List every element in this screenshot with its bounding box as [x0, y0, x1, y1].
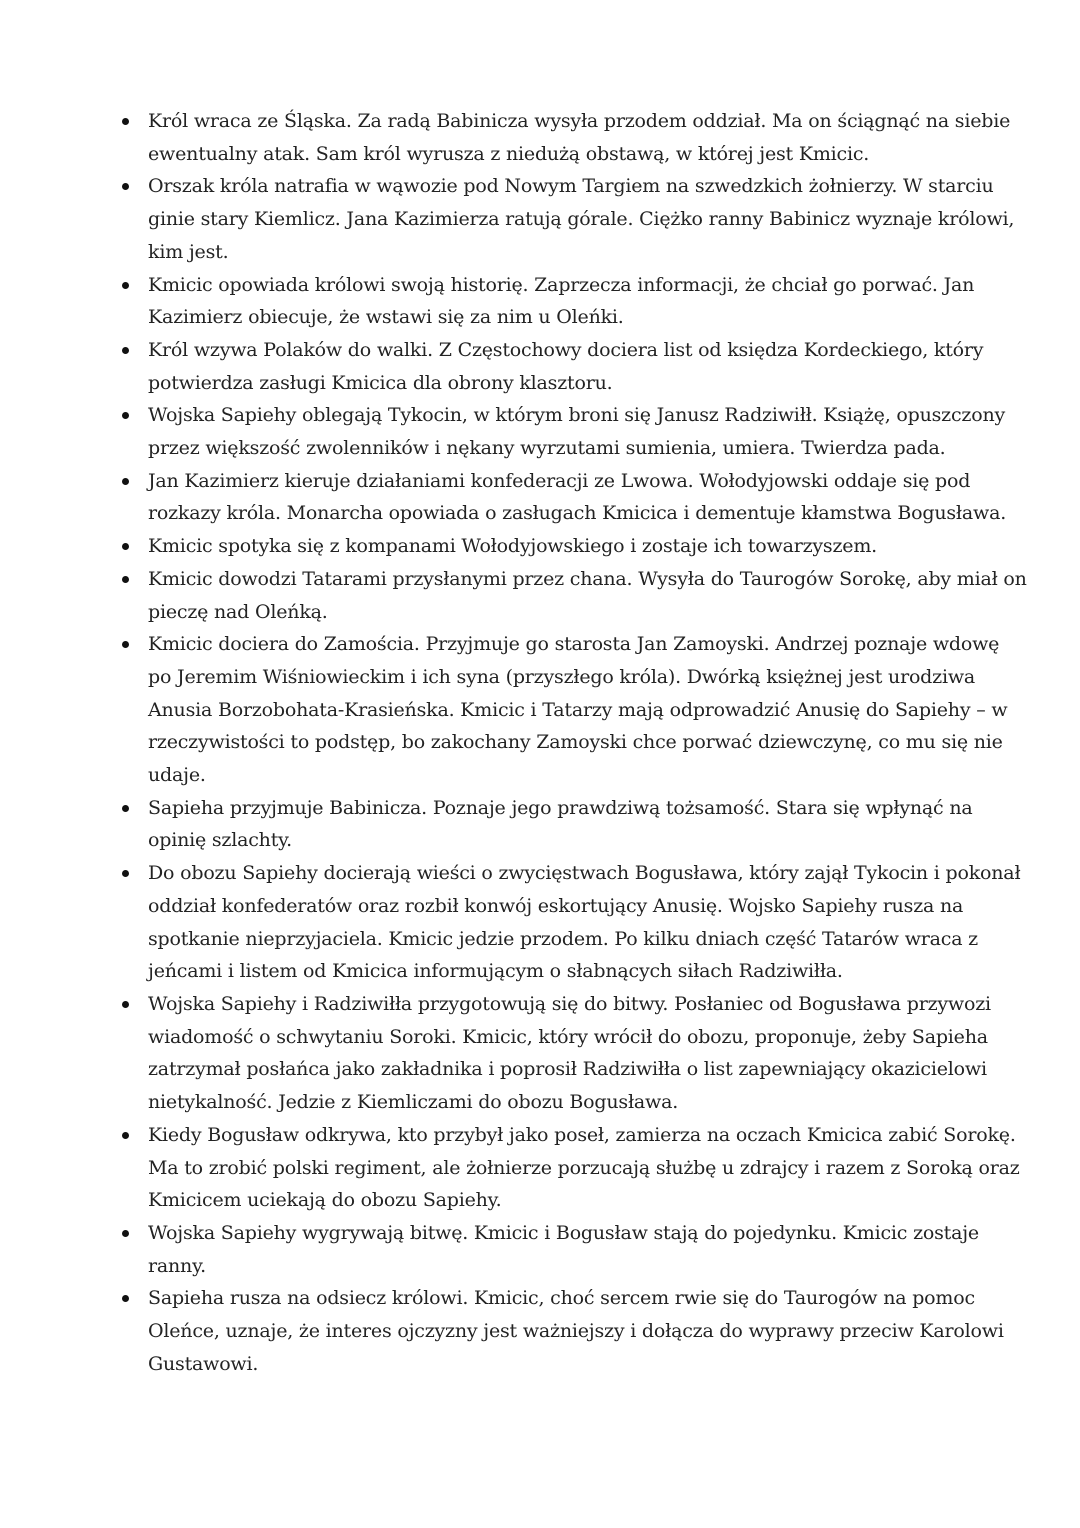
- bullet-point: [122, 1295, 129, 1302]
- bullet-point: [122, 576, 129, 583]
- list-item-text: Kmicic opowiada królowi swoją historię. Zaprzecza informacji, że chciał go porwać. Jan Kazimierz obiecuje, że wstawi się za nim u Oleńki.: [148, 273, 975, 329]
- bullet-point: [122, 641, 129, 648]
- list-item: [118, 465, 1028, 530]
- bullet-point: [122, 870, 129, 877]
- bullet-point: [122, 183, 129, 190]
- list-item: [118, 1217, 1028, 1282]
- list-item-text: Wojska Sapiehy oblegają Tykocin, w którym broni się Janusz Radziwiłł. Książę, opuszczony przez większość zwolenników i nękany wyrzutami sumienia, umiera. Twierdza pada.: [148, 404, 1006, 460]
- list-item: [118, 857, 1028, 988]
- list-item: [118, 334, 1028, 399]
- bullet-point: [122, 543, 129, 550]
- list-item: [118, 105, 1028, 170]
- bullet-point: [122, 1001, 129, 1008]
- list-item-text: Jan Kazimierz kieruje działaniami konfederacji ze Lwowa. Wołodyjowski oddaje się pod rozkazy króla. Monarcha opowiada o zasługach Kmicica i dementuje kłamstwa Bogusława.: [148, 469, 1007, 525]
- list-item: [118, 170, 1028, 268]
- bullet-point: [122, 478, 129, 485]
- bullet-point: [122, 805, 129, 812]
- list-item-text: Orszak króla natrafia w wąwozie pod Nowym Targiem na szwedzkich żołnierzy. W starciu ginie stary Kiemlicz. Jana Kazimierza ratują górale. Ciężko ranny Babinicz wyznaje królowi, kim jest.: [148, 175, 1015, 263]
- list-item: [118, 988, 1028, 1119]
- list-item-text: Kmicic spotyka się z kompanami Wołodyjowskiego i zostaje ich towarzyszem.: [148, 535, 877, 558]
- list-item: [118, 399, 1028, 464]
- list-item: [118, 563, 1028, 628]
- bullet-point: [122, 282, 129, 289]
- bullet-point: [122, 118, 129, 125]
- list-item-text: Wojska Sapiehy wygrywają bitwę. Kmicic i Bogusław stają do pojedynku. Kmicic zostaje ranny.: [148, 1221, 979, 1277]
- list-item-text: Sapieha przyjmuje Babinicza. Poznaje jego prawdziwą tożsamość. Stara się wpłynąć na opinię szlachty.: [148, 796, 973, 852]
- bullet-point: [122, 412, 129, 419]
- list-item-text: Do obozu Sapiehy docierają wieści o zwycięstwach Bogusława, który zajął Tykocin i pokonał oddział konfederatów oraz rozbił konwój eskortujący Anusię. Wojsko Sapiehy rusza na spotkanie nieprzyjaciela. Kmicic jedzie przodem. Po kilku dniach część Tatarów wraca z jeńcami i listem od Kmicica informującym o słabnących siłach Radziwiłła.: [148, 862, 1021, 983]
- bullet-point: [122, 347, 129, 354]
- list-item-text: Król wraca ze Śląska. Za radą Babinicza wysyła przodem oddział. Ma on ściągnąć na siebie ewentualny atak. Sam król wyrusza z niedużą obstawą, w której jest Kmicic.: [148, 110, 1011, 165]
- list-item-text: Król wzywa Polaków do walki. Z Częstochowy dociera list od księdza Kordeckiego, który potwierdza zasługi Kmicica dla obrony klasztoru.: [148, 338, 984, 394]
- list-item-text: Kmicic dowodzi Tatarami przysłanymi przez chana. Wysyła do Taurogów Sorokę, aby miał on pieczę nad Oleńką.: [148, 567, 1027, 623]
- list-item: [118, 628, 1028, 792]
- bullet-list: [118, 105, 1028, 1380]
- list-item-text: Kmicic dociera do Zamościa. Przyjmuje go starosta Jan Zamoyski. Andrzej poznaje wdowę po Jeremim Wiśniowieckim i ich syna (przyszłego króla). Dwórką księżnej jest urodziwa Anusia Borzobohata-Krasieńska. Kmicic i Tatarzy mają odprowadzić Anusię do Sapiehy – w rzeczywistości to podstęp, bo zakochany Zamoyski chce porwać dziewczynę, co mu się nie udaje.: [148, 633, 1008, 787]
- list-item: [118, 1119, 1028, 1217]
- list-item-text: Sapieha rusza na odsiecz królowi. Kmicic, choć sercem rwie się do Taurogów na pomoc Oleńce, uznaje, że interes ojczyzny jest ważniejszy i dołącza do wyprawy przeciw Karolowi Gustawowi.: [148, 1287, 1004, 1375]
- bullet-point: [122, 1132, 129, 1139]
- list-item: [118, 792, 1028, 857]
- list-item-text: Wojska Sapiehy i Radziwiłła przygotowują się do bitwy. Posłaniec od Bogusława przywozi wiadomość o schwytaniu Soroki. Kmicic, który wrócił do obozu, proponuje, żeby Sapieha zatrzymał posłańca jako zakładnika i poprosił Radziwiłła o list zapewniający okazicielowi nietykalność. Jedzie z Kiemliczami do obozu Bogusława.: [148, 992, 991, 1114]
- list-item: [118, 530, 1028, 563]
- list-item: [118, 1282, 1028, 1380]
- bullet-point: [122, 1230, 129, 1237]
- list-item-text: Kiedy Bogusław odkrywa, kto przybył jako poseł, zamierza na oczach Kmicica zabić Sorokę. Ma to zrobić polski regiment, ale żołnierze porzucają służbę u zdrajcy i razem z Soroką oraz Kmicicem uciekają do obozu Sapiehy.: [148, 1123, 1020, 1212]
- list-item: [118, 269, 1028, 334]
